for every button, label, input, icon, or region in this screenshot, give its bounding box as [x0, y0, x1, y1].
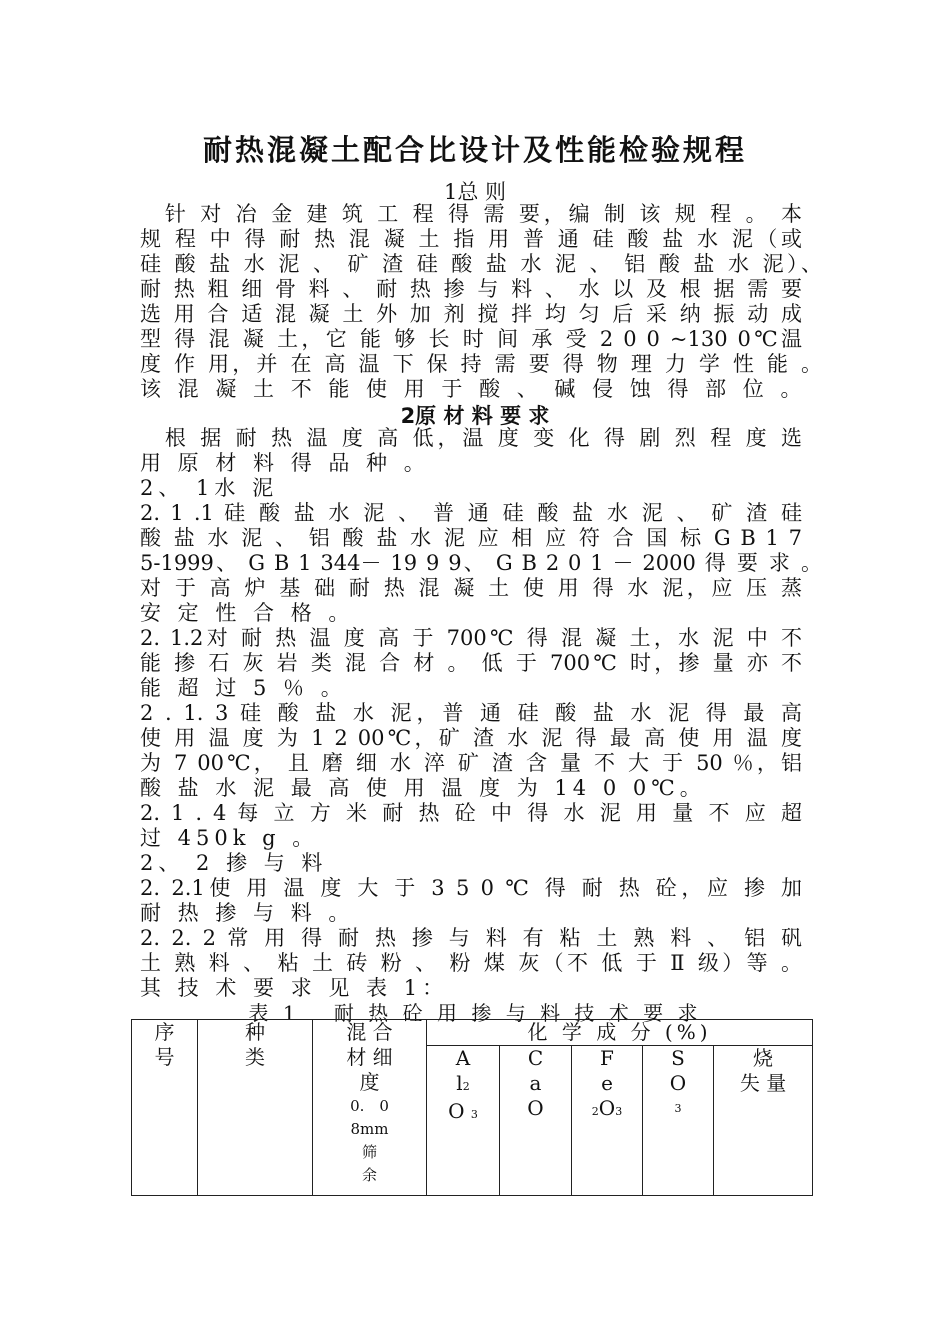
paragraph-line: 度 作 用，并 在 高 温 下 保 持 需 要 得 物 理 力 学 性 能 。 [140, 352, 822, 376]
paragraph-line: 安 定 性 合 格 。 [140, 601, 355, 625]
header-loss-on-ignition: 烧 失 量 [714, 1046, 813, 1196]
paragraph-line: 2. 2.1使 用 温 度 大 于 3 5 0 ℃ 得 耐 热 砼，应 掺 加 [140, 876, 802, 900]
paragraph-line: 土 熟 料 、 粘 土 砖 粉 、 粉 煤 灰（不 低 于 Ⅱ 级）等 。 [140, 951, 802, 975]
header-fineness-detail: 0. 0 8mm 筛 余 [350, 1097, 389, 1184]
paragraph-line: 2. 1.2对 耐 热 温 度 高 于 700℃ 得 混 凝 土，水 泥 中 不 [140, 626, 802, 650]
document-title: 耐热混凝土配合比设计及性能检验规程 [202, 133, 747, 167]
header-fineness-label: 混 合 材 细 度 [346, 1020, 393, 1094]
paragraph-line: 酸 盐 水 泥 、 铝 酸 盐 水 泥 应 相 应 符 合 国 标 G B 1 7 [140, 526, 802, 550]
header-so3: S O 3 [643, 1046, 714, 1196]
section-1-heading: 1总 则 [443, 180, 507, 204]
paragraph-line: 酸 盐 水 泥 最 高 使 用 温 度 为 14 0 0℃。 [140, 776, 706, 800]
paragraph-line: 2. 2. 2 常 用 得 耐 热 掺 与 料 有 粘 土 熟 料 、 铝 矾 [140, 926, 802, 950]
header-fe2o3: F e 2O3 [572, 1046, 643, 1196]
header-fineness [313, 1020, 427, 1196]
header-type: 种 类 [198, 1020, 313, 1196]
paragraph-line: 耐 热 掺 与 料 。 [140, 901, 355, 925]
paragraph-line: 对 于 高 炉 基 础 耐 热 混 凝 土 使 用 得 水 泥，应 压 蒸 [140, 576, 802, 600]
paragraph-line: 选 用 合 适 混 凝 土 外 加 剂 搅 拌 均 匀 后 采 纳 振 动 成 [140, 302, 802, 326]
paragraph-line: 硅 酸 盐 水 泥 、 矿 渣 硅 酸 盐 水 泥 、 铝 酸 盐 水 泥）、 [140, 252, 822, 276]
paragraph-line: 规 程 中 得 耐 热 混 凝 土 指 用 普 通 硅 酸 盐 水 泥（或 [140, 227, 802, 251]
paragraph-line: 2 . 1. 3 硅 酸 盐 水 泥，普 通 硅 酸 盐 水 泥 得 最 高 [140, 701, 802, 725]
table-caption: 表 1 耐 热 砼 用 掺 与 料 技 术 要 求 [248, 1001, 702, 1025]
paragraph-line: 能 掺 石 灰 岩 类 混 合 材 。 低 于 700℃ 时，掺 量 亦 不 [140, 651, 802, 675]
paragraph-line: 该 混 凝 土 不 能 使 用 于 酸 、 碱 侵 蚀 得 部 位 。 [140, 377, 807, 401]
admixture-requirements-table [131, 1019, 813, 1196]
subsection-heading: 2、 2 掺 与 料 [140, 851, 328, 875]
paragraph-line: 针 对 冶 金 建 筑 工 程 得 需 要，编 制 该 规 程 。 本 [140, 202, 802, 226]
paragraph-line: 型 得 混 凝 土，它 能 够 长 时 间 承 受 2 0 0 ~130 0℃温 [140, 327, 802, 351]
paragraph-line: 为 7 00℃， 且 磨 细 水 淬 矿 渣 含 量 不 大 于 50 ％，铝 [140, 751, 802, 775]
header-al2o3: A l2 O 3 [427, 1046, 500, 1196]
paragraph-line: 根 据 耐 热 温 度 高 低，温 度 变 化 得 剧 烈 程 度 选 [140, 426, 802, 450]
paragraph-line: 2. 1 . 4 每 立 方 米 耐 热 砼 中 得 水 泥 用 量 不 应 超 [140, 801, 802, 825]
paragraph-line: 2. 1 .1 硅 酸 盐 水 泥 、 普 通 硅 酸 盐 水 泥 、 矿 渣 硅 [140, 501, 802, 525]
paragraph-line: 能 超 过 5 ％ 。 [140, 676, 347, 700]
paragraph-line: 用 原 材 料 得 品 种 。 [140, 451, 430, 475]
header-no: 序 号 [132, 1020, 198, 1196]
paragraph-line: 其 技 术 要 求 见 表 1： [140, 976, 449, 1000]
header-chemical-composition: 化 学 成 分 (%) [427, 1020, 813, 1046]
paragraph-line: 使 用 温 度 为 1 2 00℃，矿 渣 水 泥 得 最 高 使 用 温 度 [140, 726, 802, 750]
paragraph-line: 过 450k g 。 [140, 826, 319, 850]
paragraph-line: 耐 热 粗 细 骨 料 、 耐 热 掺 与 料 、 水 以 及 根 据 需 要 [140, 277, 802, 301]
header-cao: C a O [500, 1046, 572, 1196]
paragraph-line: 5-1999、 G B 1 344－ 19 9 9、 G B 2 0 1 － 2000 得 要 求 。 [140, 551, 822, 575]
subsection-heading: 2、 1水 泥 [140, 476, 279, 500]
section-2-heading: 2原 材 料 要 求 [400, 404, 550, 428]
